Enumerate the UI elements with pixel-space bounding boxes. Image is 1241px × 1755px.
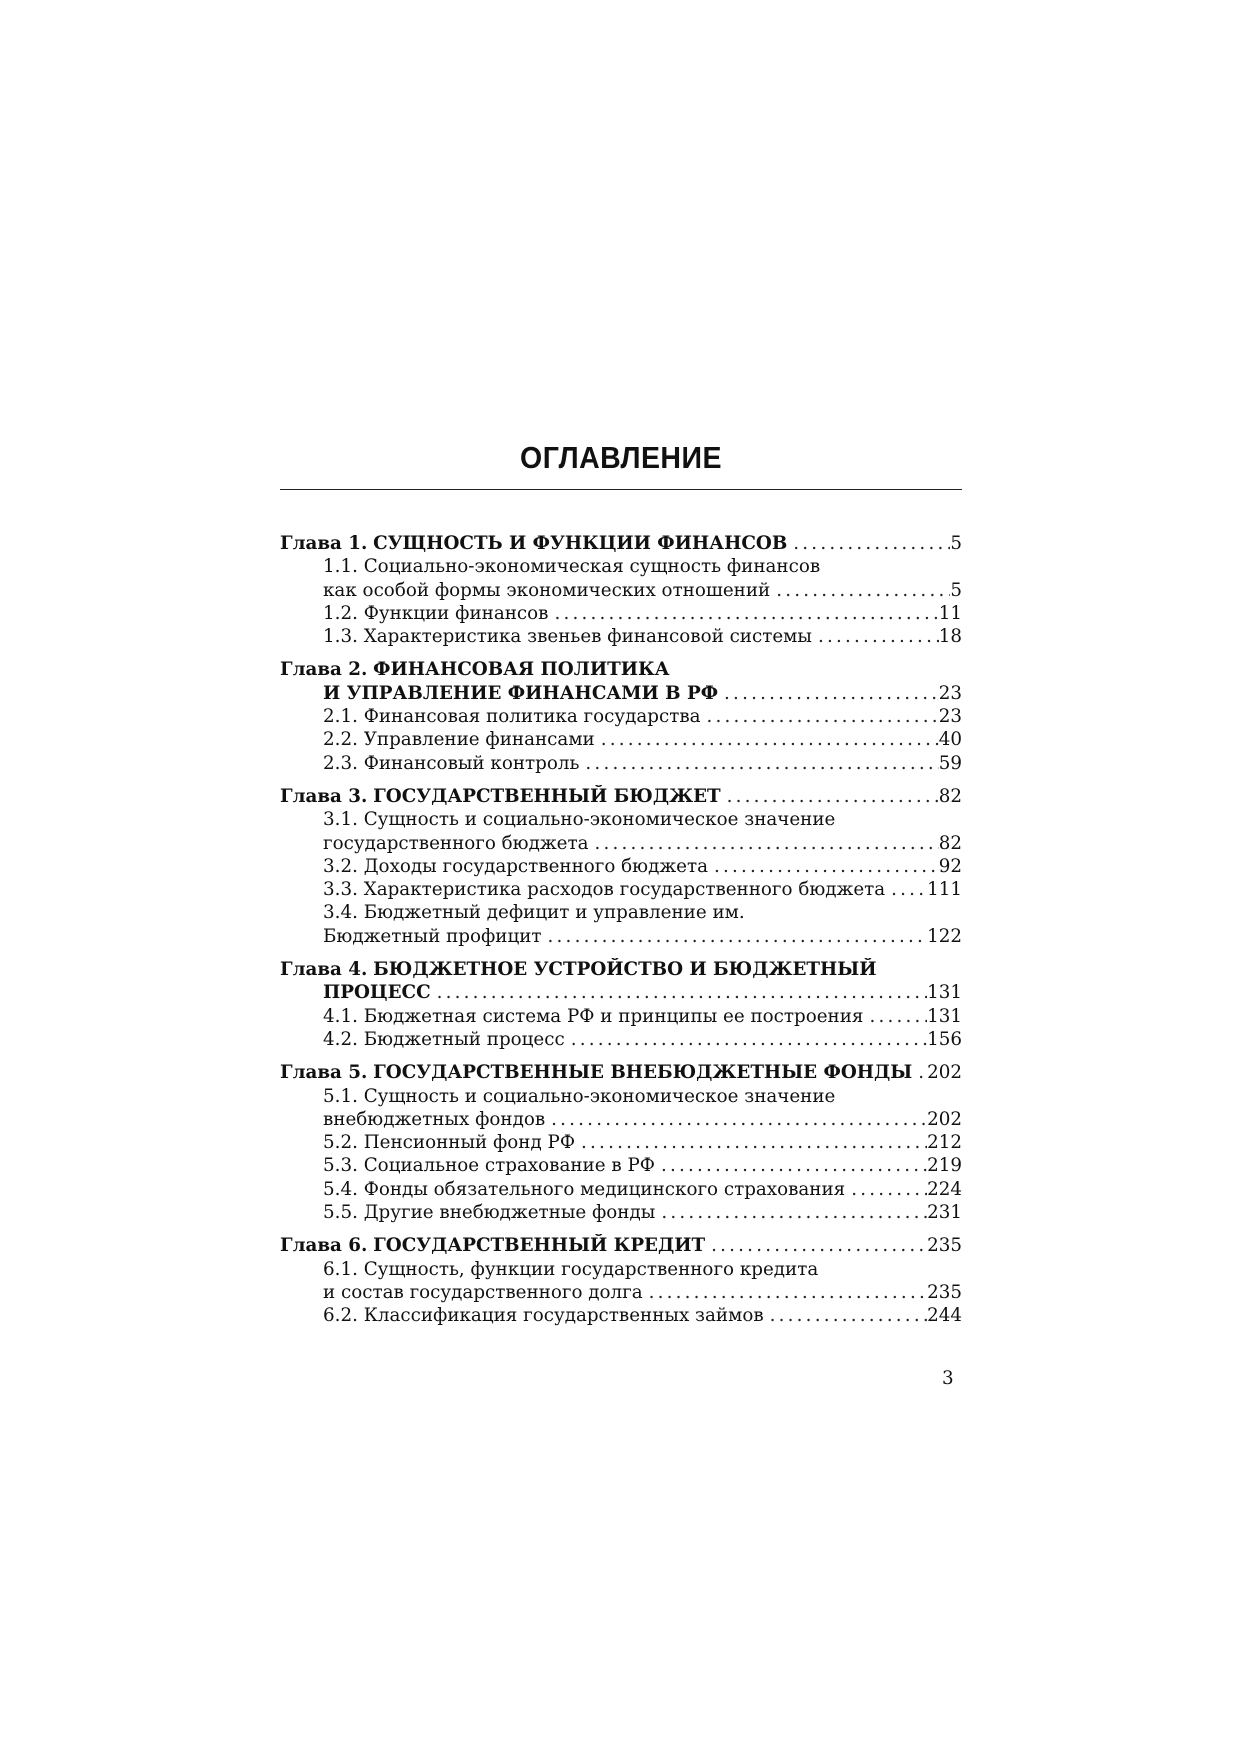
- section-line: [280, 705, 962, 728]
- section-title: внебюджетных фондов: [323, 1108, 546, 1130]
- dot-leader: [542, 925, 928, 948]
- chapter-page-number: 235: [927, 1235, 962, 1257]
- section-page-number: 244: [927, 1305, 962, 1327]
- section-title: 1.3. Характеристика звеньев финансовой системы: [323, 626, 812, 648]
- page-number: 3: [942, 1368, 954, 1389]
- section-line: [280, 1085, 962, 1108]
- section-page-number: 92: [938, 855, 962, 877]
- section-title: 3.2. Доходы государственного бюджета: [323, 855, 708, 877]
- chapter-heading-line: [280, 682, 962, 705]
- section-title: 5.3. Социальное страхование в РФ: [323, 1155, 655, 1177]
- chapter-title: СУЩНОСТЬ И ФУНКЦИИ ФИНАНСОВ: [373, 533, 788, 554]
- chapter-title: ПРОЦЕСС: [323, 982, 431, 1004]
- chapter-heading-line: [280, 658, 962, 681]
- chapter-title: ГОСУДАРСТВЕННЫЕ ВНЕБЮДЖЕТНЫЕ ФОНДЫ: [373, 1062, 913, 1084]
- section-page-number: 40: [938, 729, 962, 751]
- chapter-heading-line: [280, 958, 962, 981]
- section-page-number: 59: [938, 752, 962, 774]
- toc-chapter: [280, 1061, 962, 1224]
- section-title: 2.1. Финансовая политика государства: [323, 706, 701, 728]
- section-page-number: 231: [927, 1202, 962, 1224]
- section-page-number: 82: [938, 832, 962, 854]
- chapter-page-number: 5: [950, 533, 962, 554]
- dot-leader: [885, 878, 927, 901]
- chapter-heading-line: [280, 981, 962, 1004]
- section-title: 6.1. Сущность, функции государственного кредита: [323, 1258, 819, 1280]
- section-page-number: 219: [927, 1155, 962, 1177]
- section-title: 3.3. Характеристика расходов государственного бюджета: [323, 879, 886, 901]
- section-title: 5.5. Другие внебюджетные фонды: [323, 1202, 656, 1224]
- dot-leader: [431, 981, 927, 1004]
- section-title: 5.2. Пенсионный фонд РФ: [323, 1132, 576, 1154]
- chapter-prefix: Глава 6.: [280, 1235, 368, 1257]
- section-title: 5.1. Сущность и социально-экономическое значение: [323, 1085, 836, 1107]
- dot-leader: [764, 1304, 927, 1327]
- table-of-contents: [280, 532, 962, 1338]
- dot-leader: [845, 1178, 927, 1201]
- toc-chapter: [280, 658, 962, 774]
- dot-leader: [701, 705, 939, 728]
- dot-leader: [655, 1201, 927, 1224]
- chapter-heading-text: [280, 1061, 912, 1084]
- section-line: [280, 1028, 962, 1051]
- section-line: [280, 878, 962, 901]
- section-line: [280, 925, 962, 948]
- dot-leader: [705, 1234, 927, 1257]
- chapter-page-number: 202: [927, 1062, 962, 1084]
- chapter-heading-text: [280, 1234, 705, 1257]
- section-line: [280, 625, 962, 648]
- section-title: как особой формы экономических отношений: [323, 579, 771, 601]
- chapter-prefix: Глава 1.: [280, 533, 368, 554]
- toc-chapter: [280, 1234, 962, 1327]
- section-title: 2.2. Управление финансами: [323, 729, 595, 751]
- section-line: [280, 1131, 962, 1154]
- section-line: [280, 1005, 962, 1028]
- dot-leader: [579, 752, 938, 775]
- section-title: 3.1. Сущность и социально-экономическое значение: [323, 809, 836, 831]
- dot-leader: [545, 1108, 927, 1131]
- dot-leader: [721, 785, 939, 808]
- section-title: государственного бюджета: [323, 832, 589, 854]
- dot-leader: [863, 1005, 927, 1028]
- chapter-heading-line: [280, 532, 962, 555]
- section-page-number: 11: [938, 602, 962, 624]
- section-line: [280, 1281, 962, 1304]
- section-page-number: 131: [927, 1005, 962, 1027]
- dot-leader: [655, 1154, 927, 1177]
- chapter-title: ФИНАНСОВАЯ ПОЛИТИКА: [373, 659, 670, 681]
- chapter-heading-text: [280, 785, 721, 808]
- section-line: [280, 1108, 962, 1131]
- toc-chapter: [280, 958, 962, 1051]
- dot-leader: [643, 1281, 927, 1304]
- section-title: Бюджетный профицит: [323, 925, 542, 947]
- section-line: [280, 579, 962, 602]
- section-title: 4.1. Бюджетная система РФ и принципы ее построения: [323, 1005, 864, 1027]
- section-page-number: 235: [927, 1281, 962, 1303]
- section-line: [280, 728, 962, 751]
- section-line: [280, 808, 962, 831]
- dot-leader: [912, 1061, 927, 1084]
- dot-leader: [708, 855, 939, 878]
- chapter-heading-text: [323, 682, 718, 705]
- chapter-page-number: 23: [938, 682, 962, 704]
- dot-leader: [787, 532, 950, 555]
- dot-leader: [812, 625, 939, 648]
- page-title: ОГЛАВЛЕНИЕ: [520, 440, 722, 475]
- section-page-number: 202: [927, 1108, 962, 1130]
- chapter-heading-text: [280, 532, 787, 555]
- chapter-heading-text: [280, 658, 670, 681]
- section-line: [280, 1258, 962, 1281]
- title-divider: [280, 489, 962, 490]
- section-line: [280, 1304, 962, 1327]
- chapter-heading-text: [323, 981, 431, 1004]
- dot-leader: [565, 1028, 927, 1051]
- chapter-heading-line: [280, 1061, 962, 1084]
- chapter-prefix: Глава 2.: [280, 659, 368, 681]
- section-page-number: 111: [927, 879, 962, 901]
- chapter-heading-text: [280, 958, 877, 981]
- toc-chapter: [280, 532, 962, 648]
- section-line: [280, 555, 962, 578]
- section-line: [280, 752, 962, 775]
- chapter-title: ГОСУДАРСТВЕННЫЙ КРЕДИТ: [373, 1235, 706, 1257]
- section-page-number: 212: [927, 1132, 962, 1154]
- section-line: [280, 855, 962, 878]
- section-title: 1.2. Функции финансов: [323, 602, 549, 624]
- chapter-prefix: Глава 4.: [280, 959, 368, 981]
- section-line: [280, 602, 962, 625]
- dot-leader: [548, 602, 938, 625]
- section-title: 6.2. Классификация государственных займов: [323, 1305, 764, 1327]
- section-page-number: 18: [938, 626, 962, 648]
- chapter-title: БЮДЖЕТНОЕ УСТРОЙСТВО И БЮДЖЕТНЫЙ: [373, 959, 877, 981]
- section-title: 5.4. Фонды обязательного медицинского страхования: [323, 1178, 846, 1200]
- chapter-heading-line: [280, 1234, 962, 1257]
- chapter-prefix: Глава 3.: [280, 785, 368, 807]
- section-title: 4.2. Бюджетный процесс: [323, 1028, 565, 1050]
- section-title: 1.1. Социально-экономическая сущность финансов: [323, 556, 821, 578]
- dot-leader: [589, 832, 939, 855]
- chapter-title: ГОСУДАРСТВЕННЫЙ БЮДЖЕТ: [373, 785, 721, 807]
- section-line: [280, 1201, 962, 1224]
- dot-leader: [718, 682, 939, 705]
- dot-leader: [770, 579, 950, 602]
- section-page-number: 23: [938, 706, 962, 728]
- chapter-page-number: 82: [938, 785, 962, 807]
- section-line: [280, 1178, 962, 1201]
- chapter-heading-line: [280, 785, 962, 808]
- section-page-number: 224: [927, 1178, 962, 1200]
- section-line: [280, 1154, 962, 1177]
- section-page-number: 156: [927, 1028, 962, 1050]
- chapter-page-number: 131: [927, 982, 962, 1004]
- section-title: 2.3. Финансовый контроль: [323, 752, 580, 774]
- section-title: 3.4. Бюджетный дефицит и управление им.: [323, 902, 745, 924]
- chapter-title: И УПРАВЛЕНИЕ ФИНАНСАМИ В РФ: [323, 682, 719, 704]
- toc-chapter: [280, 785, 962, 948]
- section-page-number: 122: [927, 925, 962, 947]
- section-title: и состав государственного долга: [323, 1281, 643, 1303]
- section-page-number: 5: [950, 579, 962, 601]
- dot-leader: [575, 1131, 927, 1154]
- section-line: [280, 901, 962, 924]
- dot-leader: [595, 728, 939, 751]
- section-line: [280, 832, 962, 855]
- chapter-prefix: Глава 5.: [280, 1062, 368, 1084]
